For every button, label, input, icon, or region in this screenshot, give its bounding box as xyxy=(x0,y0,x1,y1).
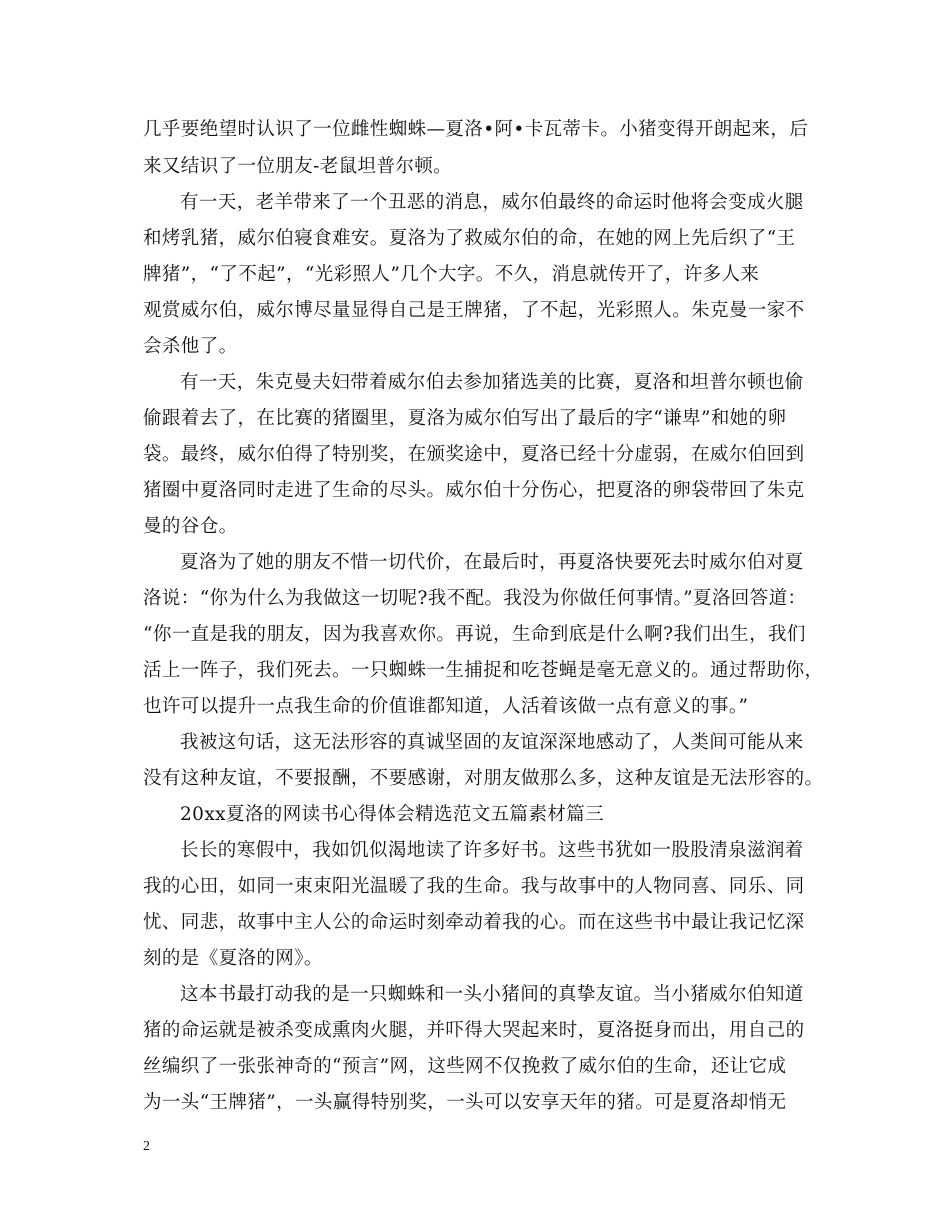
text-line: 观赏威尔伯，威尔博尽量显得自己是王牌猪，了不起，光彩照人。朱克曼一家不 xyxy=(143,300,805,321)
section-heading: 20xx夏洛的网读书心得体会精选范文五篇素材篇三 xyxy=(180,804,605,825)
text-line: 和烤乳猪，威尔伯寝食难安。夏洛为了救威尔伯的命，在她的网上先后织了“王 xyxy=(143,228,796,249)
text-line: “你一直是我的朋友，因为我喜欢你。再说，生命到底是什么啊?我们出生，我们 xyxy=(143,624,806,645)
text-line: 丝编织了一张张神奇的“预言”网，这些网不仅挽救了威尔伯的生命，还让它成 xyxy=(143,1056,787,1077)
text-line: 猪圈中夏洛同时走进了生命的尽头。威尔伯十分伤心，把夏洛的卵袋带回了朱克 xyxy=(143,480,805,501)
text-line: 偷跟着去了，在比赛的猪圈里，夏洛为威尔伯写出了最后的字“谦卑”和她的卵 xyxy=(143,408,787,429)
text-line: 为一头“王牌猪”，一头赢得特别奖，一头可以安享天年的猪。可是夏洛却悄无 xyxy=(143,1092,787,1113)
text-line: 曼的谷仓。 xyxy=(143,516,238,537)
text-line: 这本书最打动我的是一只蜘蛛和一头小猪间的真挚友谊。当小猪威尔伯知道 xyxy=(180,984,804,1005)
text-line: 会杀他了。 xyxy=(143,336,238,357)
text-line: 活上一阵子，我们死去。一只蜘蛛一生捕捉和吃苍蝇是毫无意义的。通过帮助你， xyxy=(143,660,824,681)
text-line: 猪的命运就是被杀变成熏肉火腿，并吓得大哭起来时，夏洛挺身而出，用自己的 xyxy=(143,1020,805,1041)
page-number: 2 xyxy=(143,1139,150,1154)
text-line: 也许可以提升一点我生命的价值谁都知道，人活着该做一点有意义的事。” xyxy=(143,696,749,717)
text-line: 我被这句话，这无法形容的真诚坚固的友谊深深地感动了，人类间可能从来 xyxy=(180,732,804,753)
text-line: 我的心田，如同一束束阳光温暖了我的生命。我与故事中的人物同喜、同乐、同 xyxy=(143,876,805,897)
text-line: 长长的寒假中，我如饥似渴地读了许多好书。这些书犹如一股股清泉滋润着 xyxy=(180,840,804,861)
text-line: 夏洛为了她的朋友不惜一切代价，在最后时，再夏洛快要死去时威尔伯对夏 xyxy=(180,552,804,573)
text-line: 洛说：“你为什么为我做这一切呢?我不配。我没为你做任何事情。”夏洛回答道： xyxy=(143,588,807,609)
text-line: 没有这种友谊，不要报酬，不要感谢，对朋友做那么多，这种友谊是无法形容的。 xyxy=(143,768,824,789)
text-line: 来又结识了一位朋友-老鼠坦普尔顿。 xyxy=(143,156,453,177)
text-line: 几乎要绝望时认识了一位雌性蜘蛛—夏洛•阿•卡瓦蒂卡。小猪变得开朗起来，后 xyxy=(143,119,809,140)
text-line: 刻的是《夏洛的网》。 xyxy=(143,948,323,969)
text-line: 有一天，老羊带来了一个丑恶的消息，威尔伯最终的命运时他将会变成火腿 xyxy=(180,192,804,213)
text-line: 有一天，朱克曼夫妇带着威尔伯去参加猪选美的比赛，夏洛和坦普尔顿也偷 xyxy=(180,372,804,393)
text-line: 袋。最终，威尔伯得了特别奖，在颁奖途中，夏洛已经十分虚弱，在威尔伯回到 xyxy=(143,444,805,465)
text-line: 牌猪”，“了不起”，“光彩照人”几个大字。不久，消息就传开了，许多人来 xyxy=(143,264,760,285)
text-line: 忧、同悲，故事中主人公的命运时刻牵动着我的心。而在这些书中最让我记忆深 xyxy=(143,912,805,933)
